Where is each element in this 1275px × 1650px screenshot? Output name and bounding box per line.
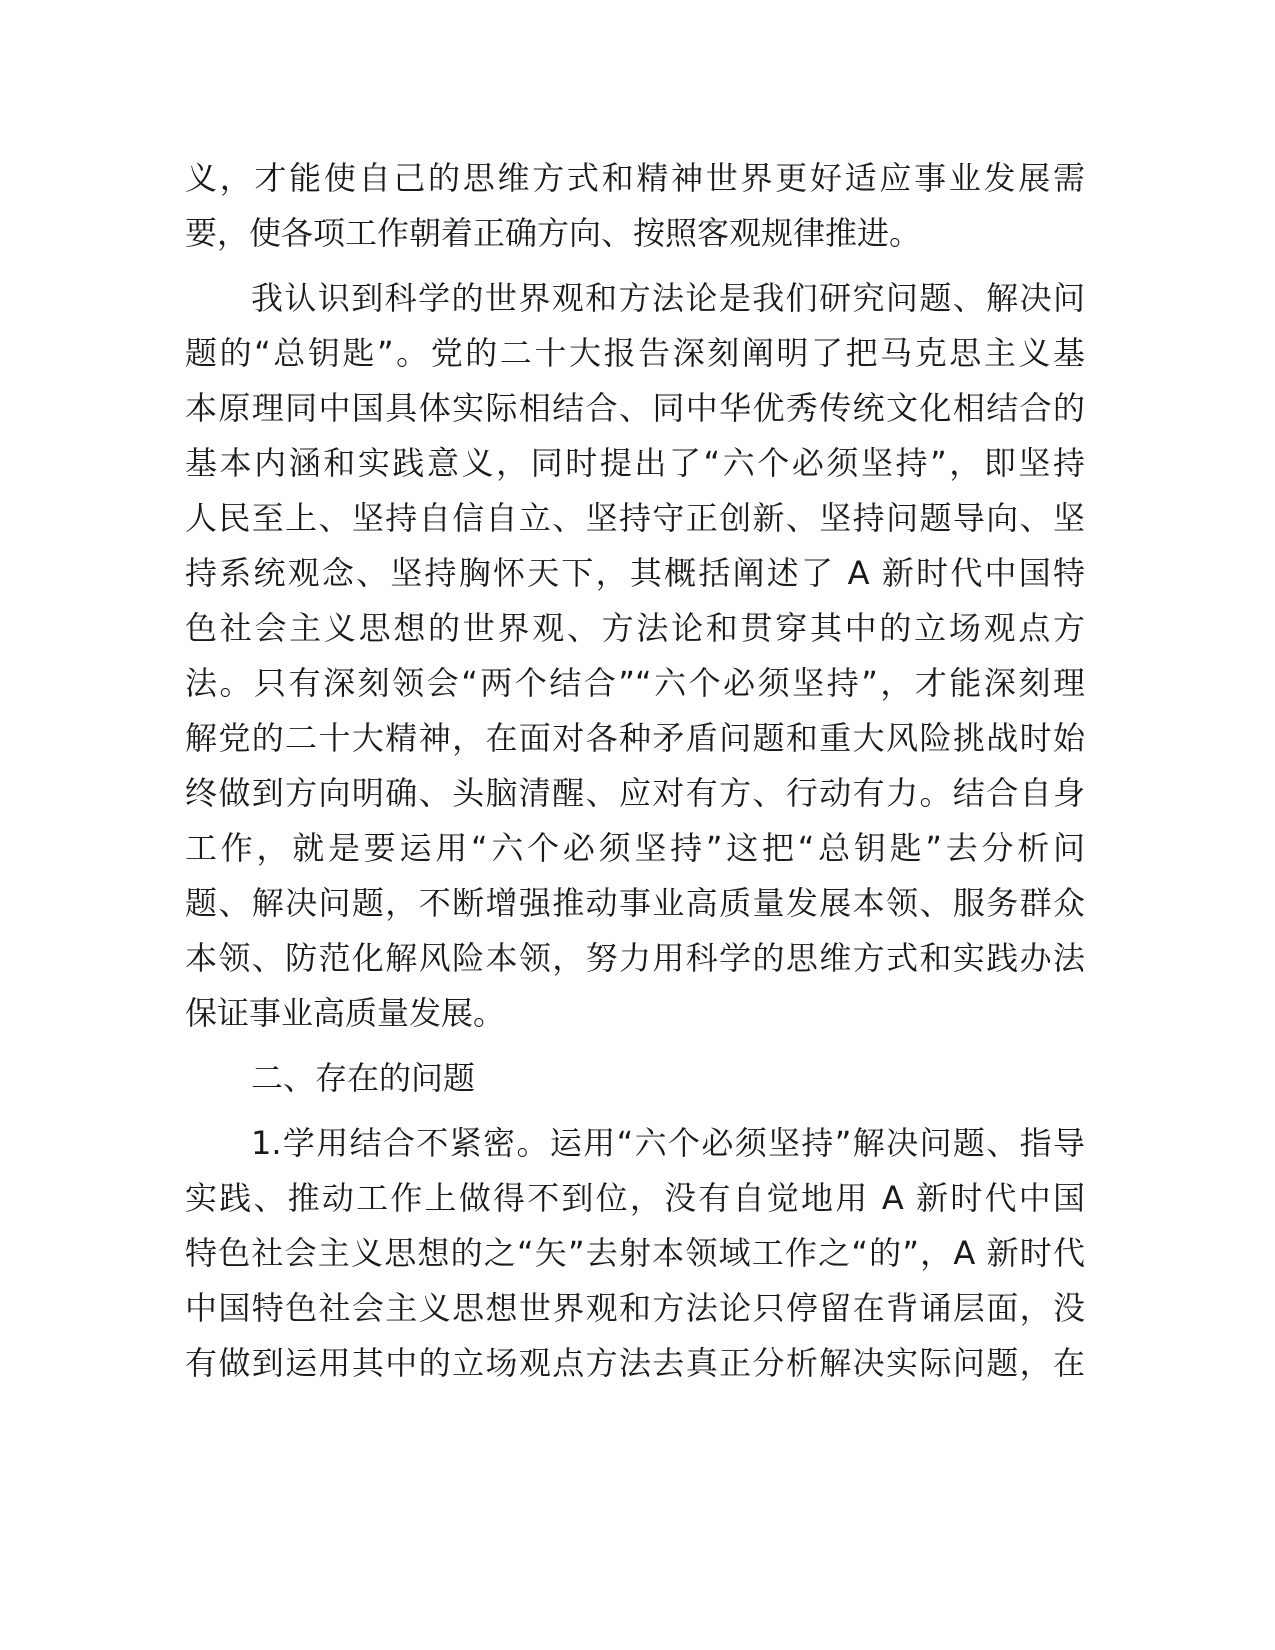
paragraph-line: 色社会主义思想的世界观、方法论和贯穿其中的立场观点方	[185, 609, 1085, 647]
paragraph-line: 题的“总钥匙”。党的二十大报告深刻阐明了把马克思主义基	[185, 334, 1085, 372]
paragraph-line: 法。只有深刻领会“两个结合”“六个必须坚持”，才能深刻理	[185, 664, 1085, 702]
paragraph-line: 要，使各项工作朝着正确方向、按照客观规律推进。	[185, 214, 922, 252]
paragraph-line: 我认识到科学的世界观和方法论是我们研究问题、解决问	[251, 279, 1085, 317]
paragraph-line: 终做到方向明确、头脑清醒、应对有方、行动有力。结合自身	[185, 774, 1085, 812]
paragraph-line: 本原理同中国具体实际相结合、同中华优秀传统文化相结合的	[185, 389, 1085, 427]
paragraph-line: 实践、推动工作上做得不到位，没有自觉地用 A 新时代中国	[185, 1179, 1085, 1217]
paragraph-line: 义，才能使自己的思维方式和精神世界更好适应事业发展需	[185, 159, 1085, 197]
paragraph-line: 基本内涵和实践意义，同时提出了“六个必须坚持”，即坚持	[185, 444, 1085, 482]
paragraph-line: 解党的二十大精神，在面对各种矛盾问题和重大风险挑战时始	[185, 719, 1085, 757]
paragraph-line: 特色社会主义思想的之“矢”去射本领域工作之“的”，A 新时代	[185, 1234, 1085, 1272]
paragraph-line: 工作，就是要运用“六个必须坚持”这把“总钥匙”去分析问	[185, 829, 1085, 867]
paragraph-line: 持系统观念、坚持胸怀天下，其概括阐述了 A 新时代中国特	[185, 554, 1085, 592]
paragraph-line: 本领、防范化解风险本领，努力用科学的思维方式和实践办法	[185, 939, 1085, 977]
paragraph-line: 题、解决问题，不断增强推动事业高质量发展本领、服务群众	[185, 884, 1085, 922]
paragraph-line: 保证事业高质量发展。	[185, 994, 506, 1032]
paragraph-line: 中国特色社会主义思想世界观和方法论只停留在背诵层面，没	[185, 1289, 1085, 1327]
paragraph-line: 有做到运用其中的立场观点方法去真正分析解决实际问题，在	[185, 1344, 1085, 1382]
paragraph-line: 1.学用结合不紧密。运用“六个必须坚持”解决问题、指导	[251, 1124, 1085, 1162]
paragraph-line: 人民至上、坚持自信自立、坚持守正创新、坚持问题导向、坚	[185, 499, 1085, 537]
section-heading: 二、存在的问题	[251, 1059, 476, 1097]
